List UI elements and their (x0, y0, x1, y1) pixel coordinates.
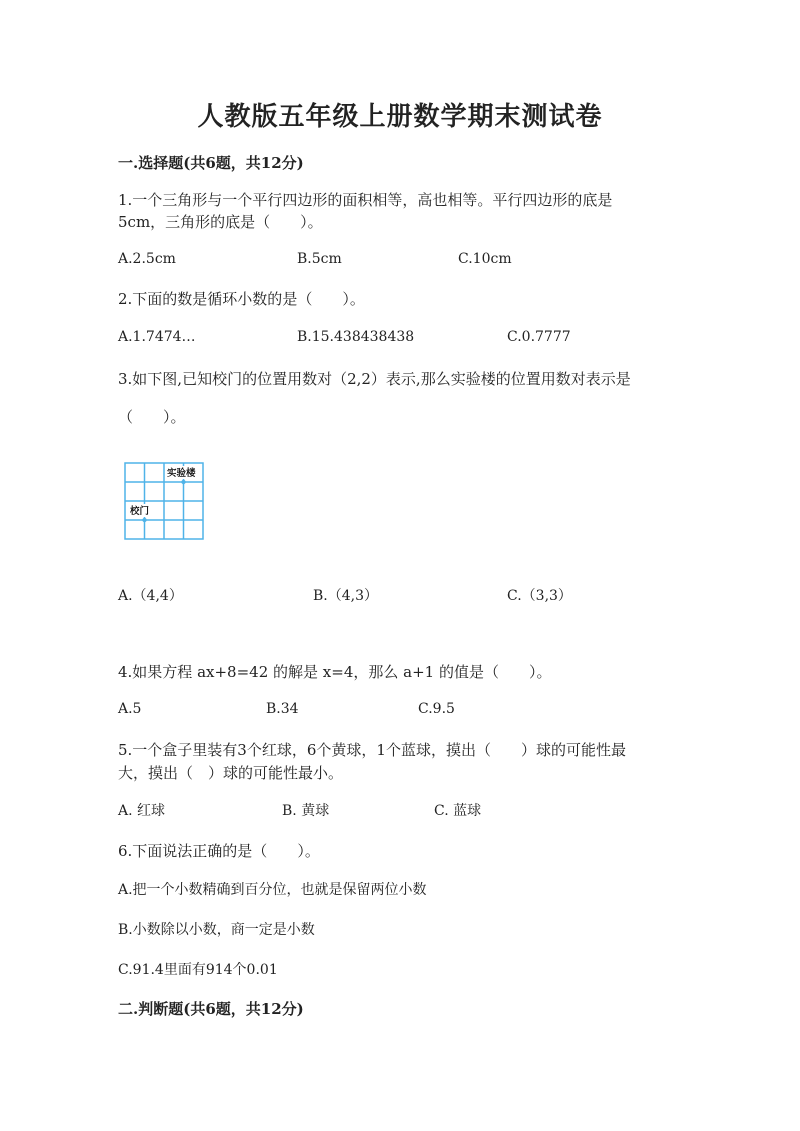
question-5-line-2: 大，摸出（ ）球的可能性最小。 (118, 764, 344, 782)
question-2-line-1: 2.下面的数是循环小数的是（ ）。 (118, 290, 365, 308)
question-1-option-a: A.2.5cm (118, 251, 176, 267)
question-3-option-b: B.（4,3） (313, 588, 379, 604)
question-6-line-1: 6.下面说法正确的是（ ）。 (118, 842, 320, 860)
question-5-option-c: C. 蓝球 (434, 803, 482, 819)
question-3-option-c: C.（3,3） (507, 588, 572, 604)
section-heading-judgement: 二.判断题(共6题，共12分) (118, 1000, 304, 1018)
question-2-option-c: C.0.7777 (507, 329, 571, 345)
question-5-option-a: A. 红球 (118, 803, 166, 819)
question-4-option-c: C.9.5 (418, 701, 455, 717)
question-1-option-c: C.10cm (458, 251, 512, 267)
question-1-line-2: 5cm，三角形的底是（ ）。 (118, 213, 323, 231)
question-1-option-b: B.5cm (297, 251, 342, 267)
question-3-line-2: （ ）。 (118, 408, 186, 426)
question-2-option-b: B.15.438438438 (297, 329, 415, 345)
gate-label: 校门 (130, 506, 150, 517)
coordinate-grid-figure (124, 462, 204, 540)
lab-label: 实验楼 (167, 468, 196, 479)
question-4-line-1: 4.如果方程 ax+8=42 的解是 x=4，那么 a+1 的值是（ ）。 (118, 663, 552, 681)
question-2-option-a: A.1.7474… (118, 329, 196, 345)
question-3-line-1: 3.如下图,已知校门的位置用数对（2,2）表示,那么实验楼的位置用数对表示是 (118, 370, 631, 388)
lab-point (181, 480, 185, 484)
question-4-option-a: A.5 (118, 701, 142, 717)
section-heading-choice: 一.选择题(共6题，共12分) (118, 154, 304, 172)
question-5-option-b: B. 黄球 (282, 803, 330, 819)
question-5-line-1: 5.一个盒子里装有3个红球，6个黄球，1个蓝球，摸出（ ）球的可能性最 (118, 741, 626, 759)
question-1-line-1: 1.一个三角形与一个平行四边形的面积相等，高也相等。平行四边形的底是 (118, 191, 613, 209)
gate-point (142, 518, 146, 522)
question-6-option-c: C.91.4里面有914个0.01 (118, 962, 278, 978)
page-title: 人教版五年级上册数学期末测试卷 (197, 102, 603, 132)
question-6-option-a: A.把一个小数精确到百分位，也就是保留两位小数 (118, 882, 427, 898)
question-4-option-b: B.34 (266, 701, 299, 717)
question-3-option-a: A.（4,4） (118, 588, 183, 604)
question-6-option-b: B.小数除以小数，商一定是小数 (118, 922, 315, 938)
